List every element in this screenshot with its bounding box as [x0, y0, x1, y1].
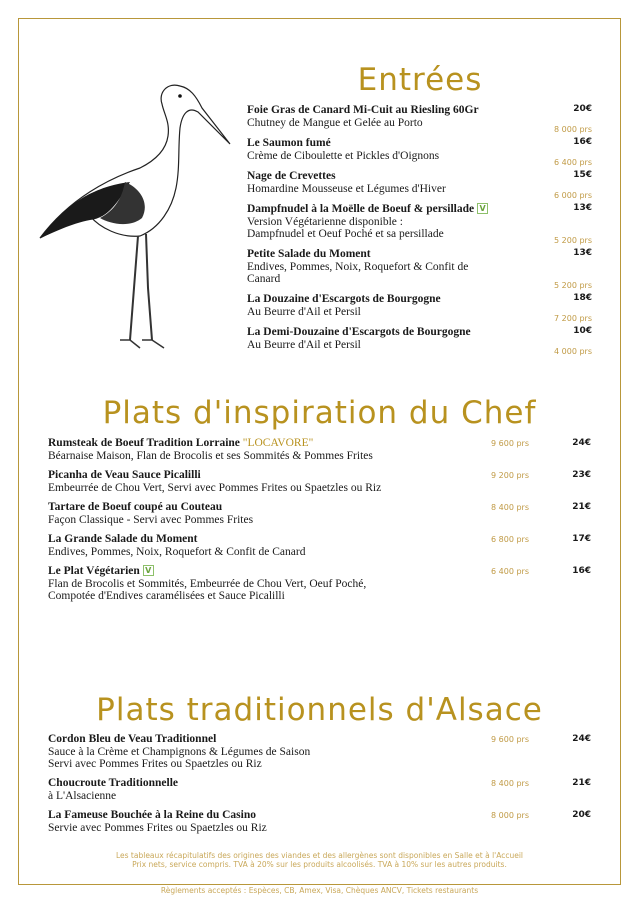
locavore-tag: "LOCAVORE" — [242, 437, 314, 449]
footer-line-1: Les tableaux récapitulatifs des origines des viandes et des allergènes sont disponibles en Salle et à l'Accueil — [115, 851, 524, 860]
points-price: 6 400 prs — [491, 567, 529, 576]
menu-item — [48, 777, 591, 802]
price: 23€ — [572, 470, 591, 480]
dish-description: Embeurrée de Chou Vert, Servi avec Pommes Frites ou Spaetzles ou Riz — [48, 482, 382, 494]
dish-name-text: Petite Salade du Moment — [247, 248, 371, 260]
dish-name-text: Choucroute Traditionnelle — [48, 777, 179, 789]
menu-item — [247, 293, 592, 323]
points-price: 5 200 prs — [554, 236, 592, 245]
points-price: 8 400 prs — [491, 779, 529, 788]
points-price: 8 400 prs — [491, 503, 529, 512]
price: 24€ — [572, 438, 591, 448]
dish-description: Homardine Mousseuse et Légumes d'Hiver — [247, 183, 446, 195]
entrees-list — [247, 104, 592, 359]
dish-name-text: La Demi-Douzaine d'Escargots de Bourgogne — [247, 326, 471, 338]
dish-description: Béarnaise Maison, Flan de Brocolis et ses Sommités & Pommes Frites — [48, 450, 373, 462]
dish-description: Sauce à la Crème et Champignons & Légumes de Saison — [48, 746, 311, 758]
footer-notes — [18, 851, 621, 869]
price: 16€ — [572, 566, 591, 576]
price: 17€ — [572, 534, 591, 544]
menu-item — [247, 248, 592, 290]
section-title-alsace: Plats traditionnels d'Alsace — [96, 692, 543, 728]
dish-description: Au Beurre d'Ail et Persil — [247, 339, 361, 351]
menu-item — [247, 203, 592, 245]
points-price: 9 600 prs — [491, 439, 529, 448]
dish-name-text: Dampfnudel à la Moëlle de Boeuf & persillade — [247, 203, 475, 215]
points-price: 9 200 prs — [491, 471, 529, 480]
dish-name — [247, 203, 532, 216]
dish-name-text: Rumsteak de Boeuf Tradition Lorraine — [48, 437, 240, 449]
dish-description: Servi avec Pommes Frites ou Spaetzles ou Riz — [48, 758, 262, 770]
dish-name-text: Picanha de Veau Sauce Picalilli — [48, 469, 201, 481]
points-price: 6 400 prs — [554, 158, 592, 167]
dish-description: Façon Classique - Servi avec Pommes Frites — [48, 514, 254, 526]
dish-name — [247, 137, 532, 150]
price: 10€ — [573, 326, 592, 336]
points-price: 6 800 prs — [491, 535, 529, 544]
payments-note: Règlements acceptés : Espèces, CB, Amex, Visa, Chèques ANCV, Tickets restaurants — [160, 886, 479, 895]
points-price: 7 200 prs — [554, 314, 592, 323]
points-price: 5 200 prs — [554, 281, 592, 290]
price: 13€ — [573, 248, 592, 258]
price: 16€ — [573, 137, 592, 147]
dish-name-text: Le Saumon fumé — [247, 137, 331, 149]
dish-name-text: Nage de Crevettes — [247, 170, 336, 182]
menu-item — [247, 170, 592, 200]
menu-item — [48, 469, 591, 494]
points-price: 9 600 prs — [491, 735, 529, 744]
chef-list — [48, 437, 591, 609]
dish-description: Compotée d'Endives caramélisées et Sauce Picalilli — [48, 590, 285, 602]
price: 21€ — [572, 778, 591, 788]
price: 13€ — [573, 203, 592, 213]
points-price: 8 000 prs — [491, 811, 529, 820]
vegetarian-icon: V — [477, 203, 488, 214]
price: 15€ — [573, 170, 592, 180]
points-price: 4 000 prs — [554, 347, 592, 356]
dish-description: Endives, Pommes, Noix, Roquefort & Confit de — [247, 261, 469, 273]
dish-description: Chutney de Mangue et Gelée au Porto — [247, 117, 423, 129]
menu-item — [48, 533, 591, 558]
dish-name-text: Cordon Bleu de Veau Traditionnel — [48, 733, 217, 745]
price: 18€ — [573, 293, 592, 303]
price: 21€ — [572, 502, 591, 512]
dish-description: Version Végétarienne disponible : — [247, 216, 403, 228]
price: 20€ — [572, 810, 591, 820]
price: 20€ — [573, 104, 592, 114]
dish-name — [247, 248, 532, 261]
menu-item — [48, 809, 591, 834]
dish-name-text: La Grande Salade du Moment — [48, 533, 198, 545]
menu-item — [247, 137, 592, 167]
dish-description: Canard — [247, 273, 281, 285]
dish-name-text: Le Plat Végétarien — [48, 565, 140, 577]
dish-description: à L'Alsacienne — [48, 790, 117, 802]
dish-name — [247, 104, 532, 117]
dish-name-text: La Fameuse Bouchée à la Reine du Casino — [48, 809, 256, 821]
dish-name-text: Foie Gras de Canard Mi-Cuit au Riesling 60Gr — [247, 104, 479, 116]
dish-description: Au Beurre d'Ail et Persil — [247, 306, 361, 318]
price: 24€ — [572, 734, 591, 744]
menu-item — [48, 501, 591, 526]
menu-item — [48, 437, 591, 462]
dish-description: Crème de Ciboulette et Pickles d'Oignons — [247, 150, 440, 162]
dish-name-text: Tartare de Boeuf coupé au Couteau — [48, 501, 223, 513]
vegetarian-icon: V — [143, 565, 154, 576]
menu-item — [247, 104, 592, 134]
menu-item — [48, 733, 591, 770]
points-price: 6 000 prs — [554, 191, 592, 200]
alsace-list — [48, 733, 591, 841]
stork-illustration — [30, 78, 240, 358]
dish-description: Servie avec Pommes Frites ou Spaetzles ou Riz — [48, 822, 267, 834]
dish-description: Dampfnudel et Oeuf Poché et sa persillade — [247, 228, 444, 240]
dish-name — [247, 170, 532, 183]
points-price: 8 000 prs — [554, 125, 592, 134]
section-title-entrees: Entrées — [357, 62, 483, 98]
menu-item — [247, 326, 592, 356]
footer-line-2: Prix nets, service compris. TVA à 20% sur les produits alcoolisés. TVA à 10% sur les autres produits. — [132, 860, 507, 869]
menu-item — [48, 565, 591, 602]
dish-name — [247, 293, 532, 306]
dish-description: Flan de Brocolis et Sommités, Embeurrée de Chou Vert, Oeuf Poché, — [48, 578, 367, 590]
dish-description: Endives, Pommes, Noix, Roquefort & Confit de Canard — [48, 546, 306, 558]
dish-name — [247, 326, 532, 339]
section-title-chef: Plats d'inspiration du Chef — [102, 395, 537, 431]
dish-name-text: La Douzaine d'Escargots de Bourgogne — [247, 293, 441, 305]
